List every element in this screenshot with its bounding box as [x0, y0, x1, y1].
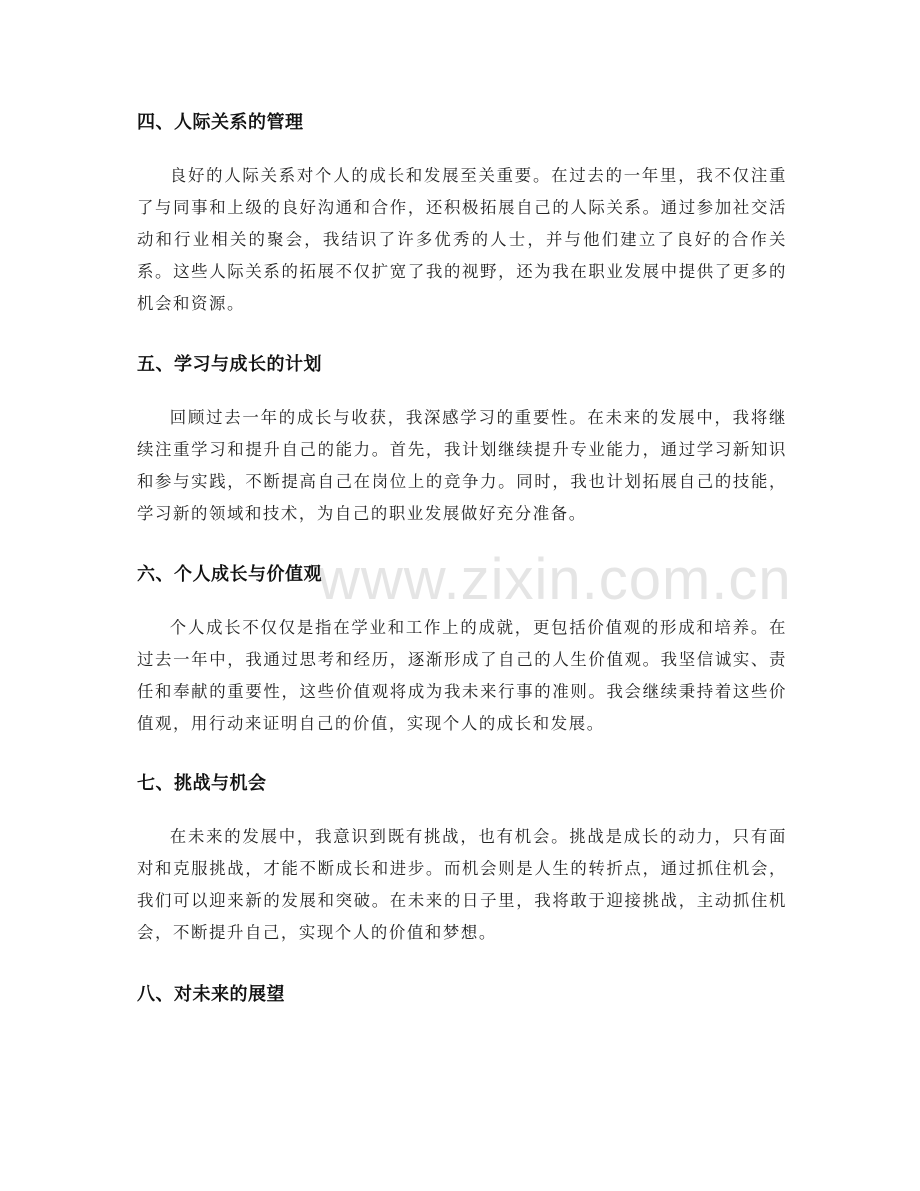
section-interpersonal	[137, 111, 787, 320]
section-heading: 七、挑战与机会	[137, 773, 267, 794]
section-heading: 五、学习与成长的计划	[137, 354, 322, 375]
section-learning-plan	[137, 353, 787, 530]
section-heading: 六、个人成长与价值观	[137, 564, 322, 585]
section-values	[137, 563, 787, 740]
section-paragraph: 良好的人际关系对个人的成长和发展至关重要。在过去的一年里，我不仅注重了与同事和上级的良好沟通和合作，还积极拓展自己的人际关系。通过参加社交活动和行业相关的聚会，我结识了许多优秀的人士，并与他们建立了良好的合作关系。这些人际关系的拓展不仅扩宽了我的视野，还为我在职业发展中提供了更多的机会和资源。	[137, 166, 787, 313]
watermark: www.zixin.com.cn	[318, 547, 792, 612]
section-outlook	[137, 983, 787, 1007]
section-heading: 八、对未来的展望	[137, 984, 285, 1005]
section-paragraph: 个人成长不仅仅是指在学业和工作上的成就，更包括价值观的形成和培养。在过去一年中，我通过思考和经历，逐渐形成了自己的人生价值观。我坚信诚实、责任和奉献的重要性，这些价值观将成为我未来行事的准则。我会继续秉持着这些价值观，用行动来证明自己的价值，实现个人的成长和发展。	[137, 618, 787, 733]
section-heading: 四、人际关系的管理	[137, 112, 304, 133]
section-paragraph: 回顾过去一年的成长与收获，我深感学习的重要性。在未来的发展中，我将继续注重学习和提升自己的能力。首先，我计划继续提升专业能力，通过学习新知识和参与实践，不断提高自己在岗位上的竞争力。同时，我也计划拓展自己的技能，学习新的领域和技术，为自己的职业发展做好充分准备。	[137, 408, 787, 523]
section-paragraph: 在未来的发展中，我意识到既有挑战，也有机会。挑战是成长的动力，只有面对和克服挑战，才能不断成长和进步。而机会则是人生的转折点，通过抓住机会，我们可以迎来新的发展和突破。在未来的日子里，我将敢于迎接挑战，主动抓住机会，不断提升自己，实现个人的价值和梦想。	[137, 827, 787, 942]
section-challenges	[137, 772, 787, 949]
